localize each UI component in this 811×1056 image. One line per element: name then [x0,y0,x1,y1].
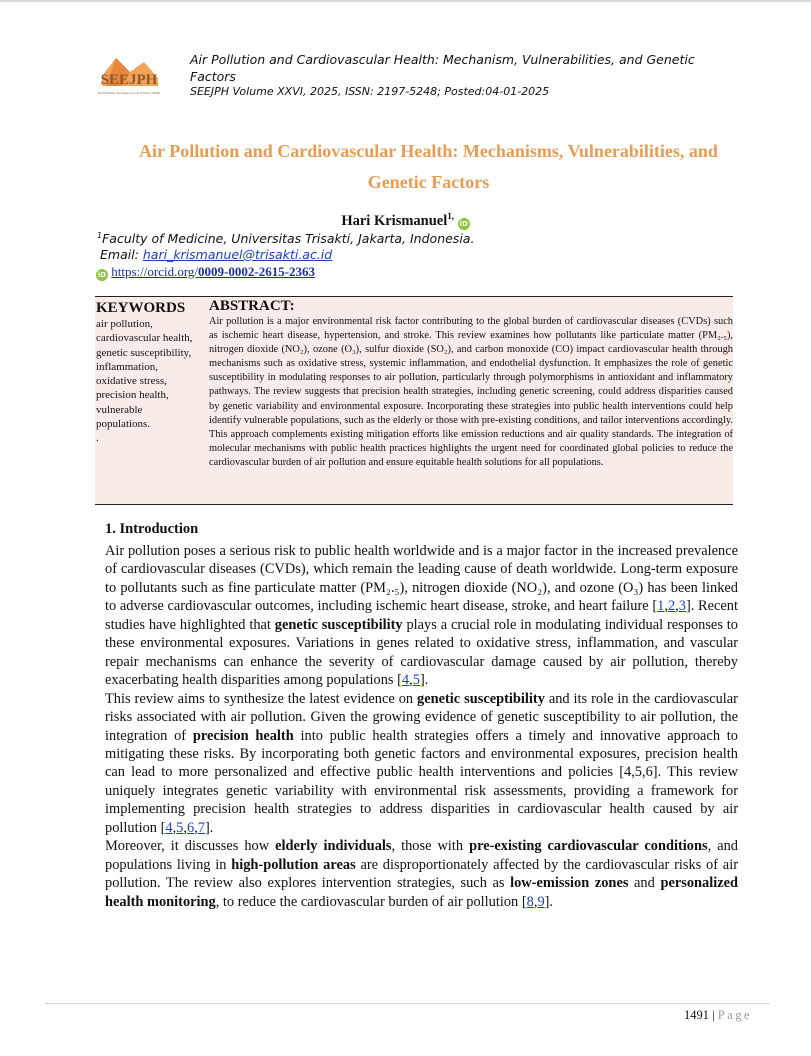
page-label: Page [717,1008,753,1022]
orcid-link[interactable]: https://orcid.org/0009-0002-2615-2363 [111,264,316,279]
paragraph: Moreover, it discusses how elderly individuals, those with pre-existing cardiovascular conditions, and populations living in high-pollution areas are disproportionately affected by the cardiovascular risks of air pollution. The review also explores intervention strategies, such as low-emission zones and personalized health monitoring, to reduce the cardiovascular burden of air pollution [8,9]. [105,838,738,910]
journal-logo [94,50,164,98]
citation-link[interactable]: 2 [667,598,676,615]
email-link[interactable]: hari_krismanuel@trisakti.ac.id [142,247,333,262]
citation-link[interactable]: 4 [401,672,410,689]
keyword-item: cardiovascular health, [96,332,193,345]
citation-link[interactable]: 7 [197,819,205,836]
journal-info: SEEJPH Volume XXVI, 2025, ISSN: 2197-5248; Posted:04-01-2025 [190,85,550,98]
citation-link[interactable]: 5 [412,672,420,689]
page-footer [684,1008,752,1023]
keywords-column [96,299,204,446]
affiliation-text: Faculty of Medicine, Universitas Trisakti, Jakarta, Indonesia. [102,231,475,247]
citation-link[interactable]: 3 [678,598,686,615]
citation-link[interactable]: 1 [657,598,665,615]
keyword-item: inflammation, [96,360,159,373]
paragraph: Air pollution poses a serious risk to public health worldwide and is a major factor in the increased prevalence of cardiovascular diseases (CVDs), which remain the leading cause of death worldwide. Long-term exposure to pollutants such as fine particulate matter (PM₂.₅), nitrogen dioxide (NO₂), and ozone (O₃) has been linked to adverse cardiovascular outcomes, including ischemic heart disease, stroke, and heart failure [1,2,3]. Recent studies have highlighted that genetic susceptibility plays a crucial role in modulating individual responses to these environmental exposures. Variations in genes related to oxidative stress, inflammation, and vascular repair mechanisms can enhance the severity of cardiovascular damage caused by air pollution, thereby exacerbating health disparities among populations [4,5]. [105,543,738,689]
running-title: Air Pollution and Cardiovascular Health: Mechanism, Vulnerabilities, and Genetic Factors [190,52,695,84]
citation-link[interactable]: 6 [186,819,195,836]
abstract-text: Air pollution is a major environmental risk factor contributing to the global burden of cardiovascular diseases (CVDs) such as ischemic heart disease, hypertension, and stroke. This review examines how pollutants like particulate matter (PM₂.₅), nitrogen dioxide (NO₂), ozone (O₃), sulfur dioxide (SO₂), and carbon monoxide (CO) impact cardiovascular health through mechanisms such as oxidative stress, systemic inflammation, and endothelial dysfunction. It emphasizes the role of genetic susceptibility in modulating responses to air pollution, particularly through polymorphisms in antioxidant and inflammatory pathways. The review suggests that precision health strategies, including genetic screening, could address disparities caused by genetic variability and environmental exposure. Incorporating these strategies into public health interventions could help identify vulnerable populations, such as the elderly or those with pre-existing conditions, and tailor interventions accordingly. This approach complements existing mitigation efforts like emission reductions and air quality standards. The integration of molecular mechanisms with public health practices highlights the urgent need for coordinated global policies to reduce the cardiovascular burden of air pollution and ensure equitable health solutions for all populations. [209,316,733,468]
affiliation [97,231,474,246]
author-sup: 1, [447,211,455,221]
abstract-heading: ABSTRACT: [209,298,295,314]
affiliation-sup: 1 [97,231,103,240]
paragraph: This review aims to synthesize the latest evidence on genetic susceptibility and its role in the cardiovascular risks associated with air pollution. Given the growing evidence of genetic susceptibility to air pollution, the integration of precision health into public health strategies offers a timely and innovative approach to mitigating these risks. By incorporating both genetic factors and environmental exposures, precision health can lead to more personalized and effective public health interventions and policies [4,5,6]. This review uniquely integrates genetic variability with environmental risk assessments, providing a framework for implementing precision health strategies to address disparities in cardiovascular health caused by air pollution [4,5,6,7]. [105,690,738,836]
orcid-icon[interactable]: iD [459,219,468,228]
introduction-body [105,542,738,911]
logo-subtext: South Eastern European Journal of Public Health [97,92,161,95]
keywords-list [96,317,204,446]
citation-link[interactable]: 9 [537,893,545,910]
keyword-item: populations. [96,418,151,431]
citation-link[interactable]: 4 [165,819,173,836]
email-line [100,247,332,262]
author-line [0,211,811,230]
paper-title: Air Pollution and Cardiovascular Health: Mechanisms, Vulnerabilities, and Genetic Factors [139,141,718,192]
keyword-item: genetic susceptibility, [96,346,192,359]
keywords-heading: KEYWORDS [96,300,186,316]
citation-link[interactable]: 8 [526,893,534,910]
citation-link[interactable]: 5 [176,819,184,836]
orcid-line [96,264,315,281]
footer-divider [45,1003,770,1004]
email-label: Email: [100,247,143,262]
logo-text: SEEJPH [100,72,158,88]
keyword-item: . [96,432,99,445]
page-separator: | [712,1008,715,1022]
page-number: 1491 [684,1008,709,1022]
orcid-icon-small: iD [97,271,107,279]
author-name: Hari Krismanuel [341,212,448,229]
keyword-item: precision health, [96,389,169,402]
keyword-item: vulnerable [96,403,143,416]
keyword-item: oxidative stress, [96,375,167,388]
abstract-column [209,297,733,470]
top-border [0,0,811,2]
keyword-item: air pollution, [96,318,153,330]
section-heading-introduction: 1. Introduction [105,521,199,537]
